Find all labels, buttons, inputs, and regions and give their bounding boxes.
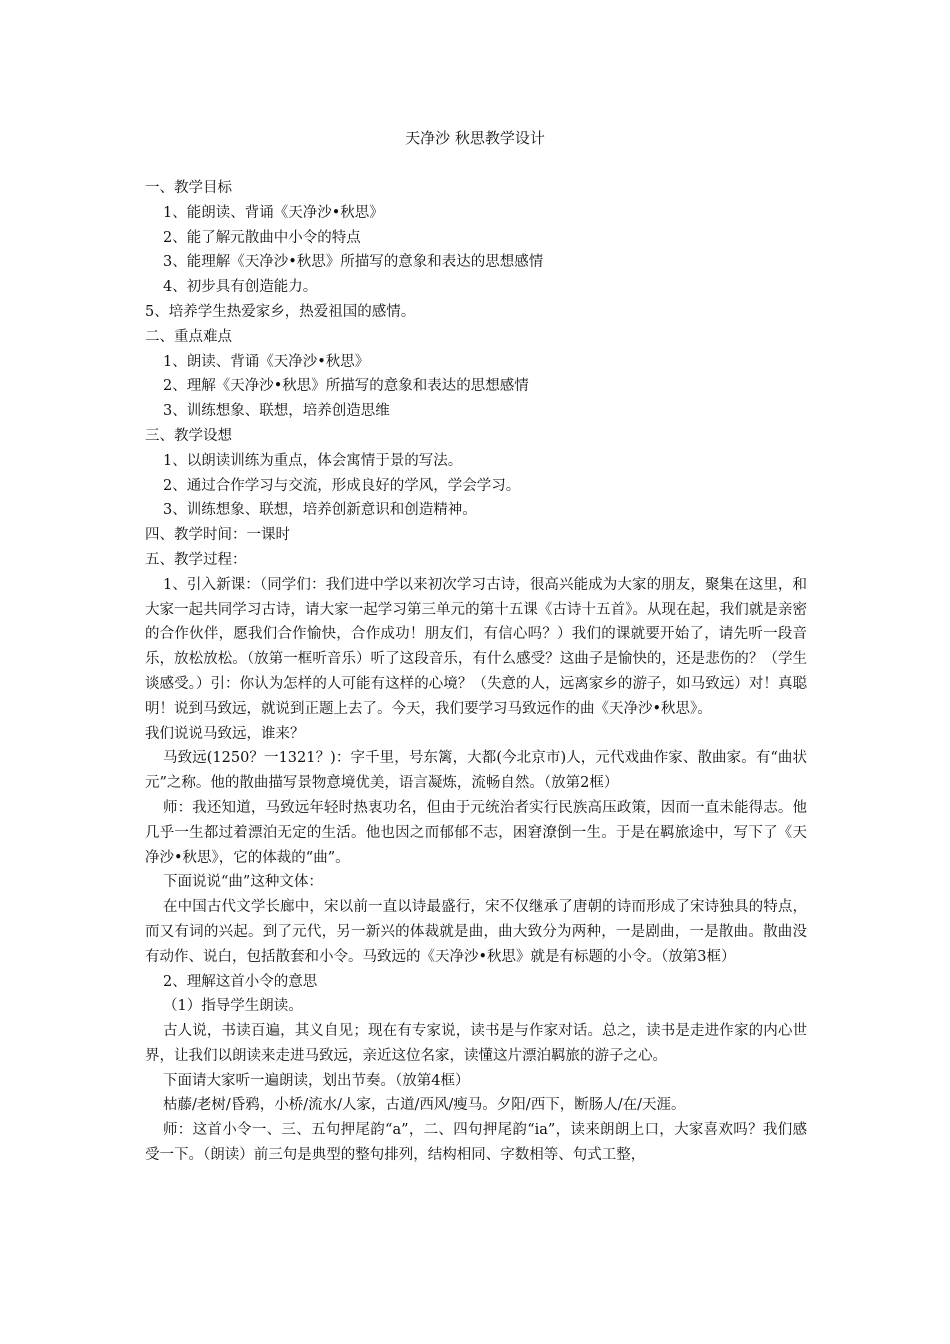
idea-item: 1、以朗读训练为重点，体会寓情于景的写法。 — [163, 452, 463, 469]
key-item: 2、理解《天净沙•秋思》所描写的意象和表达的思想感情 — [163, 378, 529, 395]
document-body — [145, 176, 807, 1168]
goal-item: 2、能了解元散曲中小令的特点 — [163, 229, 361, 246]
paragraph: 师：我还知道，马致远年轻时热衷功名，但由于元统治者实行民族高压政策，因而一直未能得志。他几乎一生都过着漂泊无定的生活。他也因之而郁郁不志，困窘潦倒一生。于是在羁旅途中，写下了《天净沙•秋思》，它的体裁的“曲”。 — [145, 799, 807, 866]
goal-item: 5、培养学生热爱家乡，热爱祖国的感情。 — [145, 303, 416, 320]
document-title: 天净沙 秋思教学设计 — [405, 129, 545, 147]
paragraph-author: 马致远(1250？一1321？)：字千里，号东篱，大都(今北京市)人，元代戏曲作家、散曲家。有“曲状元”之称。他的散曲描写景物意境优美，语言凝炼，流畅自然。（放第2框） — [145, 750, 807, 792]
paragraph: 我们说说马致远，谁来？ — [145, 725, 305, 742]
goal-item: 3、能理解《天净沙•秋思》所描写的意象和表达的思想感情 — [163, 254, 544, 271]
time-heading: 四、教学时间：一课时 — [145, 527, 290, 544]
key-item: 1、朗读、背诵《天净沙•秋思》 — [163, 353, 370, 370]
goal-item: 1、能朗读、背诵《天净沙•秋思》 — [163, 204, 384, 221]
paragraph-intro: 1、引入新课：（同学们：我们进中学以来初次学习古诗，很高兴能成为大家的朋友，聚集在这里，和大家一起共同学习古诗，请大家一起学习第三单元的第十五课《古诗十五首》。从现在起，我们就是亲密的合作伙伴，愿我们合作愉快，合作成功！朋友们，有信心吗？）我们的课就要开始了，请先听一段音乐，放松放松。（放第一框听音乐）听了这段音乐，有什么感受？这曲子是愉快的，还是悲伤的？（学生谈感受。）引：你认为怎样的人可能有这样的心境？（失意的人，远离家乡的游子，如马致远）对！真聪明！说到马致远，就说到正题上去了。今天，我们要学习马致远作的曲《天净沙•秋思》。 — [145, 576, 807, 717]
ideas-heading: 三、教学设想 — [145, 427, 232, 444]
process-heading: 五、教学过程： — [145, 551, 247, 568]
poem-rhythm: 枯藤/老树/昏鸦，小桥/流水/人家，古道/西风/瘦马。夕阳/西下，断肠人/在/天涯。 — [163, 1097, 686, 1114]
subheading: 2、理解这首小令的意思 — [163, 973, 318, 990]
keys-heading: 二、重点难点 — [145, 328, 232, 345]
paragraph: 下面说说“曲”这种文体： — [163, 874, 323, 891]
paragraph: 古人说，书读百遍，其义自见；现在有专家说，读书是与作家对话。总之，读书是走进作家的内心世界，让我们以朗读来走进马致远，亲近这位名家，读懂这片漂泊羁旅的游子之心。 — [145, 1023, 807, 1064]
subheading: （1）指导学生朗读。 — [163, 998, 303, 1015]
paragraph-qu: 在中国古代文学长廊中，宋以前一直以诗最盛行，宋不仅继承了唐朝的诗而形成了宋诗独具的特点，而又有词的兴起。到了元代，另一新兴的体裁就是曲，曲大致分为两种，一是剧曲，一是散曲。散曲没有动作、说白，包括散套和小令。马致远的《天净沙•秋思》就是有标题的小令。（放第3框） — [145, 899, 807, 965]
idea-item: 3、训练想象、联想，培养创新意识和创造精神。 — [163, 502, 477, 519]
goals-heading: 一、教学目标 — [145, 180, 232, 196]
paragraph: 师：这首小令一、三、五句押尾韵“a”，二、四句押尾韵“ia”，读来朗朗上口，大家喜欢吗？我们感受一下。（朗读）前三句是典型的整句排列，结构相同、字数相等、句式工整， — [145, 1122, 807, 1164]
idea-item: 2、通过合作学习与交流，形成良好的学风，学会学习。 — [163, 477, 521, 494]
key-item: 3、训练想象、联想，培养创造思维 — [163, 403, 390, 420]
goal-item: 4、初步具有创造能力。 — [163, 279, 318, 296]
paragraph: 下面请大家听一遍朗读，划出节奏。（放第4框） — [163, 1072, 470, 1089]
